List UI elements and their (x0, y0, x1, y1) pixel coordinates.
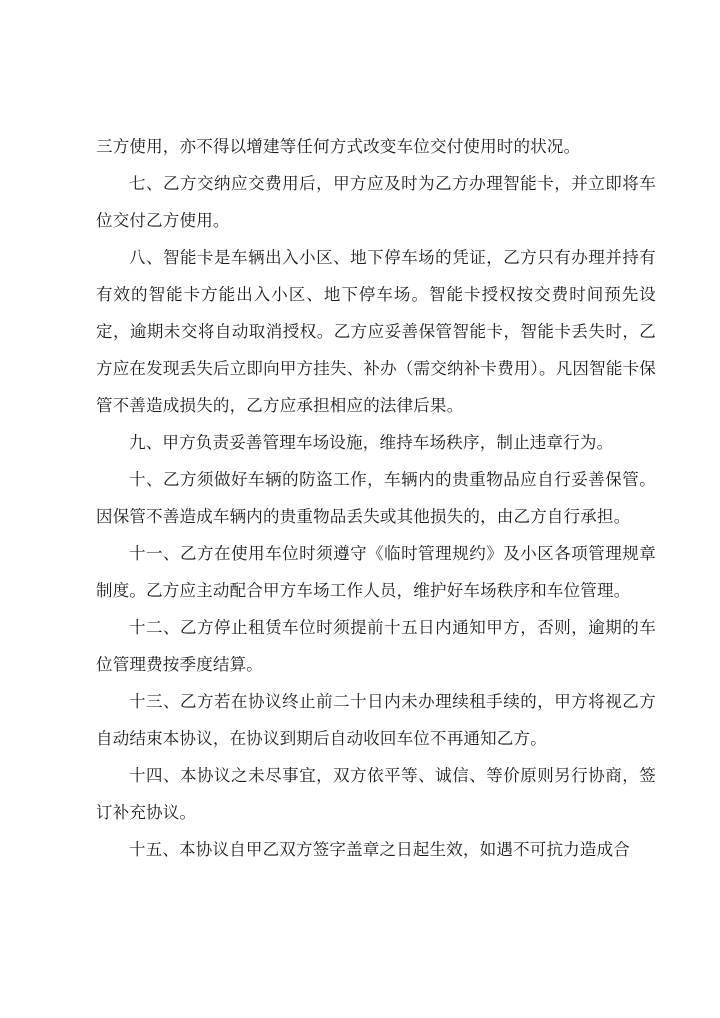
document-body (96, 128, 656, 868)
paragraph-clause-14: 十四、本协议之未尽事宜，双方依平等、诚信、等价原则另行协商，签订补充协议。 (96, 766, 656, 822)
paragraph-clause-15: 十五、本协议自甲乙双方签字盖章之日起生效，如遇不可抗力造成合 (129, 840, 630, 859)
paragraph-clause-11: 十一、乙方在使用车位时须遵守《临时管理规约》及小区各项管理规章制度。乙方应主动配合甲方车场工作人员，维护好车场秩序和车位管理。 (96, 544, 656, 600)
paragraph-clause-9: 九、甲方负责妥善管理车场设施，维持车场秩序，制止违章行为。 (129, 433, 614, 452)
paragraph-continuation: 三方使用，亦不得以增建等任何方式改变车位交付使用时的状况。 (96, 137, 581, 156)
paragraph-clause-10: 十、乙方须做好车辆的防盗工作，车辆内的贵重物品应自行妥善保管。因保管不善造成车辆内的贵重物品丢失或其他损失的，由乙方自行承担。 (96, 470, 656, 526)
paragraph-clause-8: 八、智能卡是车辆出入小区、地下停车场的凭证，乙方只有办理并持有有效的智能卡方能出入小区、地下停车场。智能卡授权按交费时间预先设定，逾期未交将自动取消授权。乙方应妥善保管智能卡，智能卡丢失时，乙方应在发现丢失后立即向甲方挂失、补办（需交纳补卡费用）。凡因智能卡保管不善造成损失的，乙方应承担相应的法律后果。 (96, 248, 656, 415)
paragraph-clause-7: 七、乙方交纳应交费用后，甲方应及时为乙方办理智能卡，并立即将车位交付乙方使用。 (96, 174, 656, 230)
paragraph-clause-12: 十二、乙方停止租赁车位时须提前十五日内通知甲方，否则，逾期的车位管理费按季度结算。 (96, 618, 656, 674)
paragraph-clause-13: 十三、乙方若在协议终止前二十日内未办理续租手续的，甲方将视乙方自动结束本协议，在协议到期后自动收回车位不再通知乙方。 (96, 692, 656, 748)
